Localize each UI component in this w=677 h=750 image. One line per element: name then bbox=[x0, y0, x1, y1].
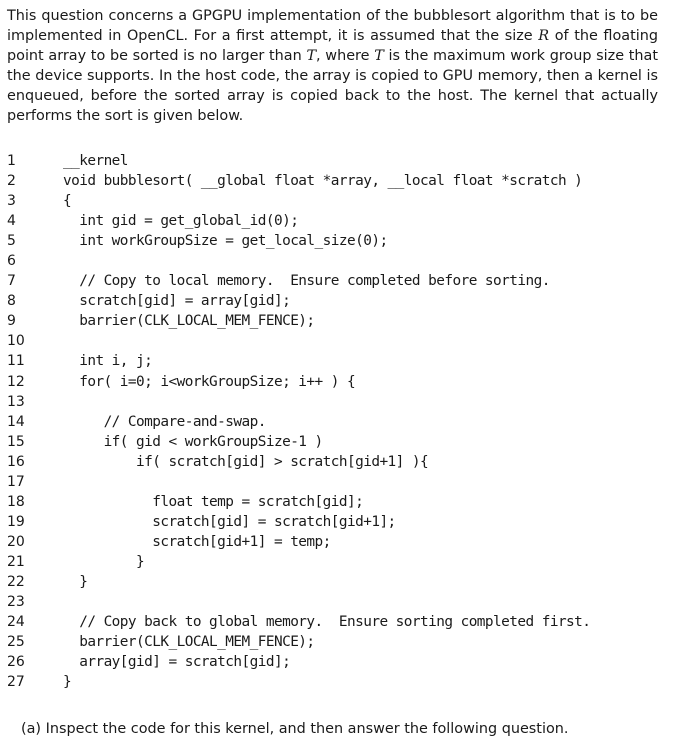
code-line bbox=[0, 592, 677, 612]
code-text: barrier(CLK_LOCAL_MEM_FENCE); bbox=[63, 634, 315, 651]
line-number: 18 bbox=[7, 493, 25, 510]
code-text: scratch[gid+1] = temp; bbox=[63, 533, 331, 550]
line-number: 15 bbox=[7, 433, 25, 450]
code-text: { bbox=[63, 193, 72, 210]
line-number: 20 bbox=[7, 533, 25, 550]
line-number: 14 bbox=[7, 413, 25, 430]
code-line bbox=[0, 612, 677, 632]
line-number: 24 bbox=[7, 614, 25, 631]
code-line bbox=[0, 492, 677, 512]
code-listing bbox=[0, 151, 677, 692]
line-number: 23 bbox=[7, 594, 25, 611]
code-text: float temp = scratch[gid]; bbox=[63, 493, 364, 510]
code-text: barrier(CLK_LOCAL_MEM_FENCE); bbox=[63, 313, 315, 330]
code-text: int workGroupSize = get_local_size(0); bbox=[63, 233, 388, 250]
code-text: } bbox=[63, 553, 145, 570]
code-line bbox=[0, 351, 677, 371]
code-line bbox=[0, 632, 677, 652]
code-text: void bubblesort( __global float *array, __local float *scratch ) bbox=[63, 173, 583, 190]
line-number: 26 bbox=[7, 654, 25, 671]
line-number: 12 bbox=[7, 373, 25, 390]
code-line bbox=[0, 432, 677, 452]
var-r: R bbox=[538, 28, 550, 45]
code-line bbox=[0, 251, 677, 271]
line-number: 25 bbox=[7, 634, 25, 651]
code-text: } bbox=[63, 674, 72, 691]
code-line bbox=[0, 572, 677, 592]
line-number: 22 bbox=[7, 573, 25, 590]
code-line bbox=[0, 151, 677, 171]
code-text: __kernel bbox=[63, 153, 128, 169]
line-number: 21 bbox=[7, 553, 25, 570]
code-text: array[gid] = scratch[gid]; bbox=[63, 654, 291, 671]
code-line bbox=[0, 452, 677, 472]
intro-text-4: is the maximum work group size that the device supports. In the host code, the array is copied to GPU memory, then a kernel is enqueued, before the sorted array is copied back to the host. The kernel that actually performs the sort is given below. bbox=[7, 48, 659, 125]
line-number: 3 bbox=[7, 193, 16, 210]
code-line bbox=[0, 311, 677, 331]
line-number: 19 bbox=[7, 513, 25, 530]
code-text: // Copy back to global memory. Ensure sorting completed first. bbox=[63, 614, 591, 631]
var-t-2: T bbox=[374, 48, 384, 65]
code-text: for( i=0; i<workGroupSize; i++ ) { bbox=[63, 373, 356, 390]
code-line bbox=[0, 211, 677, 231]
code-line bbox=[0, 672, 677, 692]
code-text: if( gid < workGroupSize-1 ) bbox=[63, 433, 323, 450]
intro-text-3: , where bbox=[316, 48, 375, 65]
code-line bbox=[0, 191, 677, 211]
code-text: if( scratch[gid] > scratch[gid+1] ){ bbox=[63, 453, 429, 470]
code-line bbox=[0, 392, 677, 412]
code-line bbox=[0, 652, 677, 672]
code-text: int gid = get_global_id(0); bbox=[63, 213, 299, 230]
line-number: 6 bbox=[7, 253, 16, 270]
code-text: } bbox=[63, 573, 88, 590]
line-number: 9 bbox=[7, 313, 16, 330]
code-line bbox=[0, 512, 677, 532]
line-number: 16 bbox=[7, 453, 25, 470]
line-number: 10 bbox=[7, 333, 25, 350]
code-line bbox=[0, 532, 677, 552]
code-line bbox=[0, 472, 677, 492]
code-line bbox=[0, 291, 677, 311]
line-number: 27 bbox=[7, 674, 25, 691]
code-line bbox=[0, 552, 677, 572]
var-t: T bbox=[306, 48, 317, 65]
line-number: 13 bbox=[7, 393, 25, 410]
code-line bbox=[0, 331, 677, 351]
question-prompt: (a) Inspect the code for this kernel, and then answer the following question. bbox=[21, 721, 569, 737]
code-text: scratch[gid] = scratch[gid+1]; bbox=[63, 513, 396, 530]
code-text: int i, j; bbox=[63, 353, 153, 370]
line-number: 11 bbox=[7, 353, 25, 370]
line-number: 7 bbox=[7, 273, 16, 290]
line-number: 1 bbox=[7, 153, 16, 169]
code-line bbox=[0, 271, 677, 291]
intro-text-2: of the floating point array to be sorted is no larger than bbox=[7, 28, 658, 65]
line-number: 2 bbox=[7, 173, 16, 190]
intro-text-1: This question concerns a GPGPU implementation of the bubblesort algorithm that is to be implemented in OpenCL. For a first attempt, it is assumed that the size bbox=[7, 8, 658, 45]
line-number: 8 bbox=[7, 293, 16, 310]
line-number: 4 bbox=[7, 213, 16, 230]
code-text: // Copy to local memory. Ensure completed before sorting. bbox=[63, 273, 550, 290]
line-number: 5 bbox=[7, 233, 16, 250]
code-line bbox=[0, 231, 677, 251]
code-line bbox=[0, 171, 677, 191]
code-text: // Compare-and-swap. bbox=[63, 413, 266, 430]
code-text: scratch[gid] = array[gid]; bbox=[63, 293, 291, 310]
code-line bbox=[0, 412, 677, 432]
code-line bbox=[0, 372, 677, 392]
intro-paragraph bbox=[7, 6, 658, 127]
line-number: 17 bbox=[7, 473, 25, 490]
